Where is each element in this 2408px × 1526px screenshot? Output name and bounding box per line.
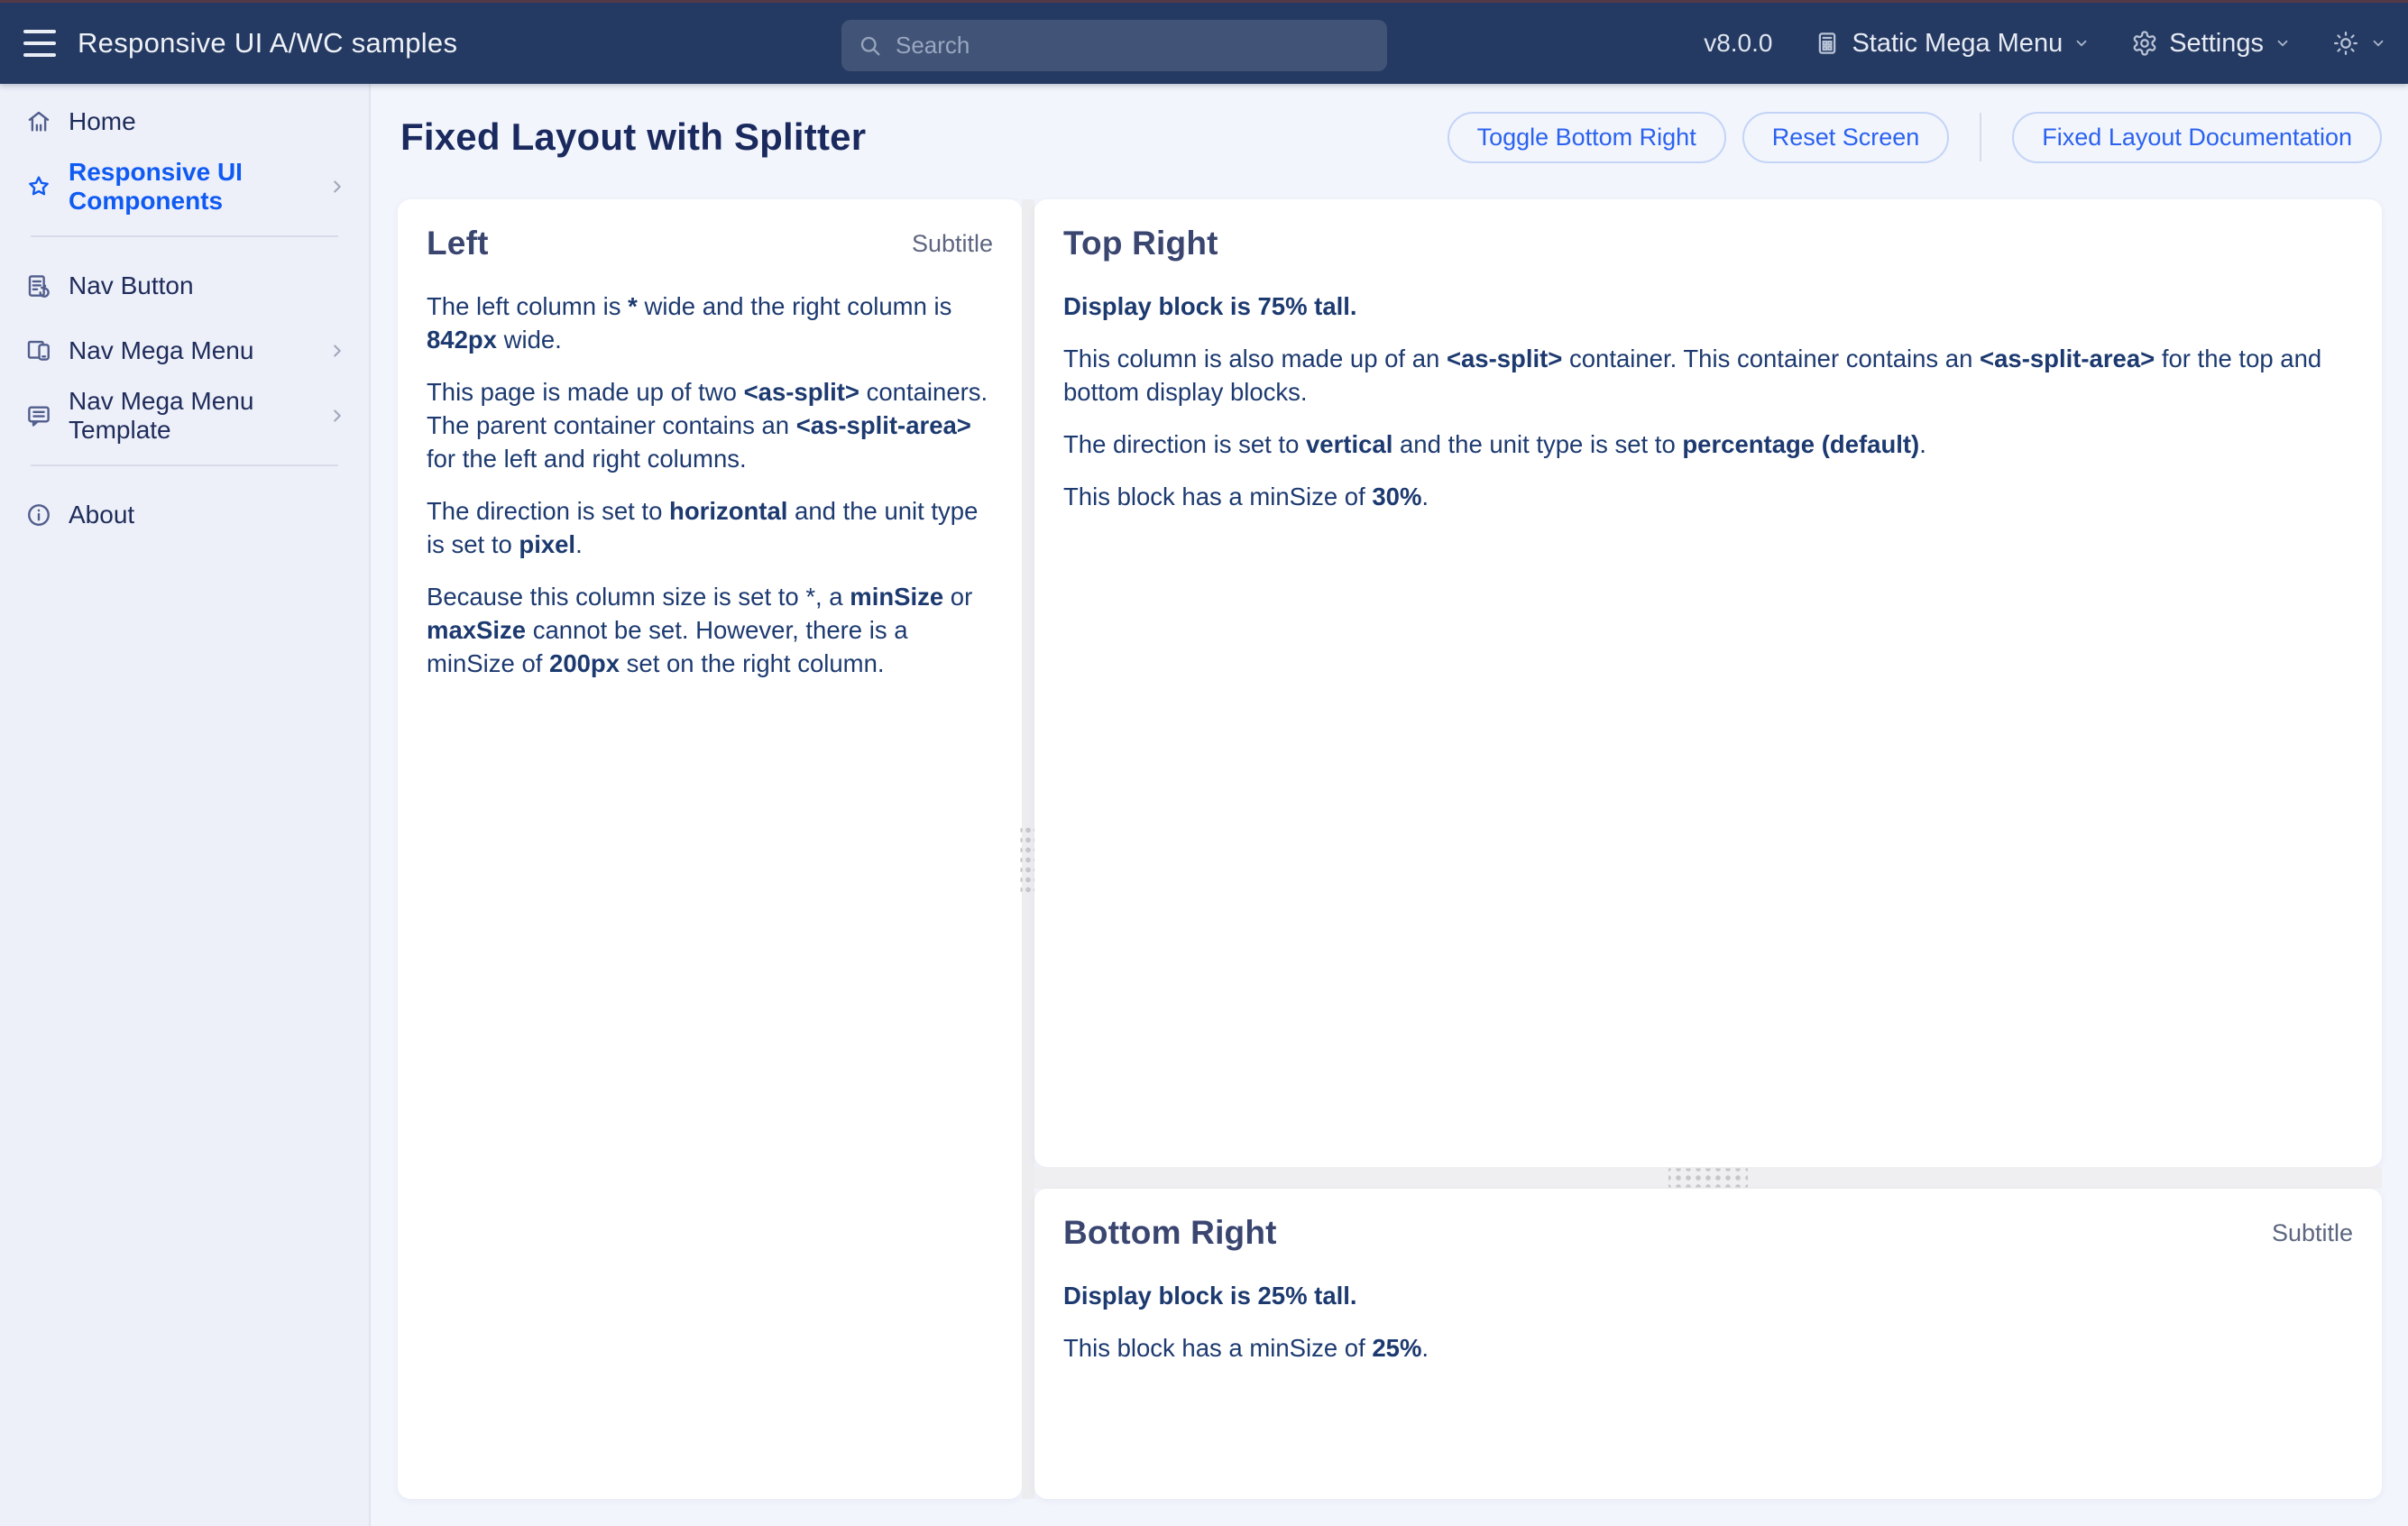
mega-menu-dropdown[interactable] xyxy=(1814,29,2090,59)
version-label: v8.0.0 xyxy=(1704,29,1773,57)
mega-menu-label: Static Mega Menu xyxy=(1852,28,2063,58)
sidebar-divider xyxy=(31,235,338,237)
bottom-right-panel-subtitle: Subtitle xyxy=(2271,1218,2353,1246)
main-content xyxy=(371,84,2408,1526)
top-right-panel xyxy=(1034,199,2382,1167)
sidebar-item-label: Responsive UI Components xyxy=(69,158,243,215)
sidebar-item-nav-mega-menu-template[interactable] xyxy=(0,383,369,448)
search-input[interactable] xyxy=(896,32,1371,60)
paragraph: This block has a minSize of 30%. xyxy=(1063,483,1429,510)
theme-dropdown[interactable] xyxy=(2332,30,2386,57)
sidebar-item-home[interactable] xyxy=(0,89,369,154)
paragraph: Because this column size is set to *, a minSize or maxSize cannot be set. However, there is a minSize of 200px set on the right column. xyxy=(427,583,973,677)
sidebar-item-label: Nav Mega Menu xyxy=(69,336,254,364)
paragraph: The left column is * wide and the right column is 842px wide. xyxy=(427,292,952,354)
horizontal-splitter[interactable] xyxy=(1034,1167,2382,1189)
paragraph: This block has a minSize of 25%. xyxy=(1063,1334,1429,1362)
topbar xyxy=(0,0,2408,84)
star-icon xyxy=(25,173,52,200)
settings-label: Settings xyxy=(2169,28,2264,58)
bottom-right-panel xyxy=(1034,1189,2382,1499)
reset-screen-button[interactable]: Reset Screen xyxy=(1742,112,1950,163)
sidebar-divider xyxy=(31,464,338,466)
topbar-right-cluster xyxy=(1704,3,2386,84)
actions-divider xyxy=(1980,113,1981,161)
hamburger-menu-button[interactable] xyxy=(23,30,56,57)
top-right-panel-title: Top Right xyxy=(1063,225,1218,262)
page-header xyxy=(400,109,2382,165)
bottom-right-panel-title: Bottom Right xyxy=(1063,1214,1277,1251)
paragraph: This page is made up of two <as-split> containers. The parent container contains an <as-split-area> for the left and right columns. xyxy=(427,378,988,473)
nav-mega-menu-template-icon xyxy=(25,402,52,429)
search-icon xyxy=(858,33,883,59)
search-box[interactable] xyxy=(841,20,1387,71)
sidebar-item-nav-mega-menu[interactable] xyxy=(0,318,369,383)
page-actions xyxy=(1448,112,2382,163)
left-panel xyxy=(398,199,1022,1499)
chevron-down-icon xyxy=(2073,35,2090,51)
app-title: Responsive UI A/WC samples xyxy=(78,27,458,59)
info-icon xyxy=(25,501,52,529)
sidebar xyxy=(0,84,371,1526)
page-title: Fixed Layout with Splitter xyxy=(400,115,867,158)
sun-icon xyxy=(2332,30,2359,57)
paragraph: The direction is set to vertical and the unit type is set to percentage (default). xyxy=(1063,430,1926,458)
sidebar-item-label: Nav Button xyxy=(69,271,194,299)
chevron-right-icon xyxy=(327,177,347,197)
gear-icon xyxy=(2131,30,2158,57)
sidebar-item-about[interactable] xyxy=(0,483,369,547)
sidebar-item-label: Home xyxy=(69,107,136,135)
chevron-right-icon xyxy=(327,406,347,426)
top-right-panel-body xyxy=(1063,290,2353,513)
chevron-right-icon xyxy=(327,341,347,361)
left-panel-body xyxy=(427,290,993,680)
toggle-bottom-right-button[interactable]: Toggle Bottom Right xyxy=(1448,112,1726,163)
vertical-splitter[interactable] xyxy=(1022,199,1034,1499)
sidebar-item-responsive-ui-components[interactable] xyxy=(0,154,369,219)
paragraph: Display block is 75% tall. xyxy=(1063,292,1357,320)
paragraph: Display block is 25% tall. xyxy=(1063,1282,1357,1310)
nav-mega-menu-icon xyxy=(25,337,52,364)
chevron-down-icon xyxy=(2275,35,2291,51)
mega-menu-icon xyxy=(1814,30,1841,57)
sidebar-item-nav-button[interactable] xyxy=(0,253,369,318)
left-panel-title: Left xyxy=(427,225,489,262)
fixed-layout-documentation-button[interactable]: Fixed Layout Documentation xyxy=(2012,112,2382,163)
sidebar-item-label: About xyxy=(69,501,135,529)
vertical-splitter-handle[interactable] xyxy=(1021,825,1036,895)
home-icon xyxy=(25,108,52,135)
nav-button-icon xyxy=(25,272,52,299)
paragraph: This column is also made up of an <as-split> container. This container contains an <as-split-area> for the top and bottom display blocks. xyxy=(1063,345,2322,406)
horizontal-splitter-handle[interactable] xyxy=(1668,1169,1748,1188)
chevron-down-icon xyxy=(2370,35,2386,51)
paragraph: The direction is set to horizontal and the unit type is set to pixel. xyxy=(427,497,979,558)
sidebar-item-label: Nav Mega Menu Template xyxy=(69,387,254,444)
left-panel-subtitle: Subtitle xyxy=(911,229,993,257)
bottom-right-panel-body xyxy=(1063,1279,2353,1365)
settings-dropdown[interactable] xyxy=(2131,29,2291,59)
